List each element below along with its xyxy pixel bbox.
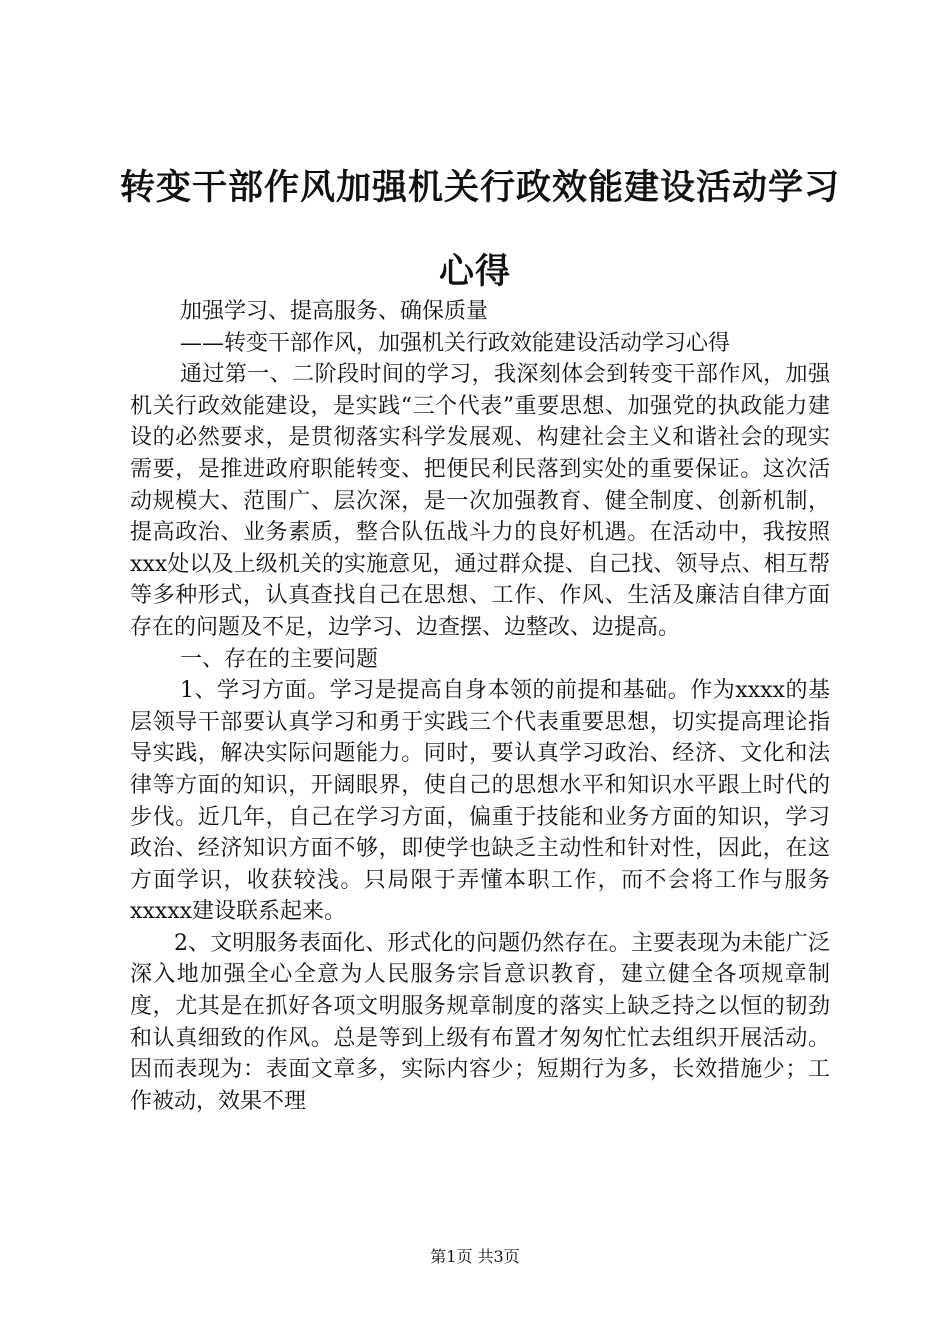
document-title-line2: 心得 xyxy=(438,252,511,292)
section-heading: 一、存在的主要问题 xyxy=(180,646,379,672)
body-paragraph: 通过第一、二阶段时间的学习，我深刻体会到转变干部作风，加强机关行政效能建设，是实践“三个代表”重要思想、加强党的执政能力建设的必然要求，是贯彻落实科学发展观、构建社会主义和谐社会的现实需要，是推进政府职能转变、把便民利民落到实处的重要保证。这次活动规模大、范围广、层次深，是一次加强教育、健全制度、创新机制，提高政治、业务素质，整合队伍战斗力的良好机遇。在活动中，我按照xxx处以及上级机关的实施意见，通过群众提、自己找、领导点、相互帮等多种形式，认真查找自己在思想、工作、作风、生活及廉洁自律方面存在的问题及不足，边学习、边查摆、边整改、边提高。 xyxy=(130,362,830,640)
page-footer: 第1页 共3页 xyxy=(430,1247,520,1266)
body-paragraph: 1、学习方面。学习是提高自身本领的前提和基础。作为xxxx的基层领导干部要认真学习和勇于实践三个代表重要思想，切实提高理论指导实践，解决实际问题能力。同时，要认真学习政治、经济、文化和法律等方面的知识，开阔眼界，使自己的思想水平和知识水平跟上时代的步伐。近几年，自己在学习方面，偏重于技能和业务方面的知识，学习政治、经济知识方面不够，即使学也缺乏主动性和针对性，因此，在这方面学识，收获较浅。只局限于弄懂本职工作，而不会将工作与服务xxxxx建设联系起来。 xyxy=(130,678,830,925)
section-heading: 加强学习、提高服务、确保质量 xyxy=(180,299,489,324)
document-body xyxy=(130,296,830,1117)
subtitle: ——转变干部作风，加强机关行政效能建设活动学习心得 xyxy=(180,330,731,356)
document-title-line1: 转变干部作风加强机关行政效能建设活动学习 xyxy=(120,168,841,208)
body-paragraph: 2、文明服务表面化、形式化的问题仍然存在。主要表现为未能广泛深入地加强全心全意为人民服务宗旨意识教育，建立健全各项规章制度，尤其是在抓好各项文明服务规章制度的落实上缺乏持之以恒的韧劲和认真细致的作风。总是等到上级有布置才匆匆忙忙去组织开展活动。因而表现为：表面文章多，实际内容少；短期行为多，长效措施少；工作被动，效果不理 xyxy=(130,930,830,1114)
